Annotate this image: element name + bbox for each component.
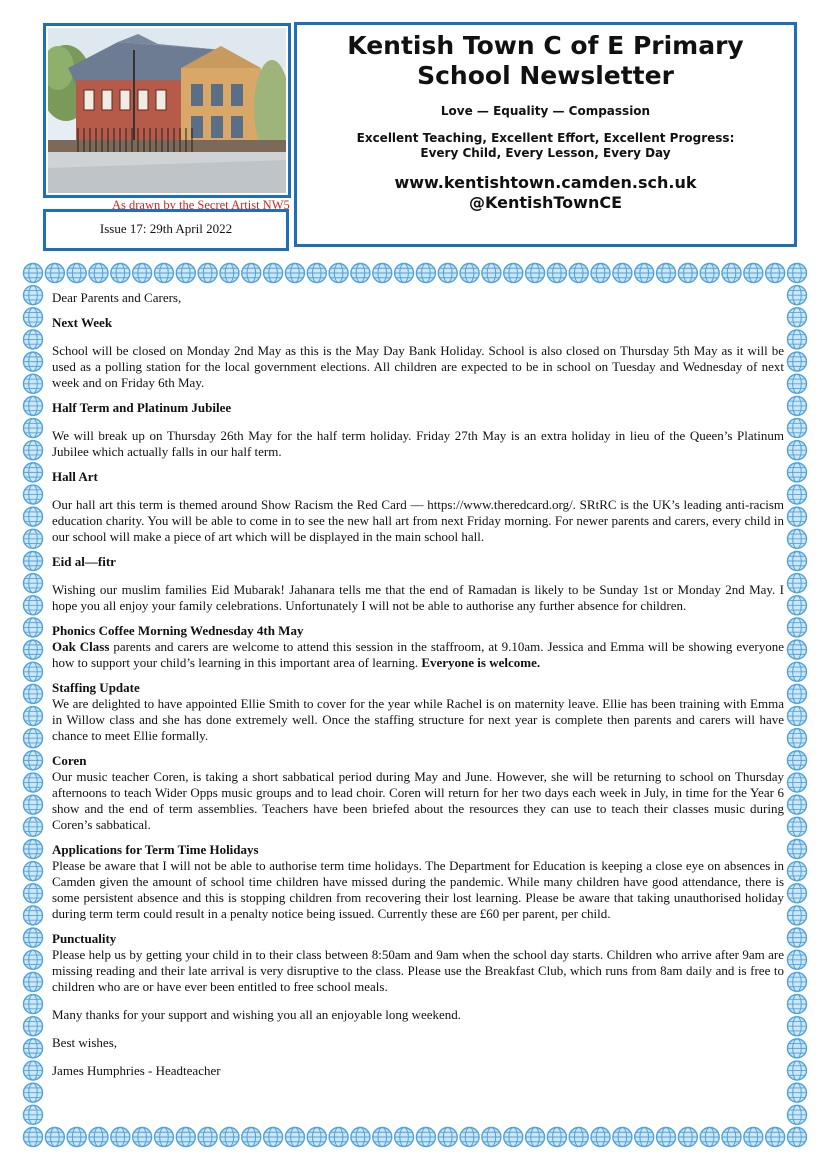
globe-icon	[24, 773, 43, 792]
globe-icon	[395, 264, 414, 283]
heading-eid: Eid al—fitr	[52, 554, 116, 569]
globe-icon	[24, 795, 43, 814]
globe-icon	[788, 441, 807, 460]
globe-icon	[722, 1128, 741, 1147]
heading-half-term: Half Term and Platinum Jubilee	[52, 400, 232, 415]
globe-icon	[788, 374, 807, 393]
globe-icon	[788, 840, 807, 859]
school-motto: Love — Equality — Compassion	[440, 104, 651, 118]
globe-icon	[264, 1128, 283, 1147]
globe-icon	[788, 640, 807, 659]
globe-icon	[24, 751, 43, 770]
globe-icon	[788, 995, 807, 1014]
heading-phonics: Phonics Coffee Morning Wednesday 4th May	[52, 623, 304, 638]
twitter-handle-link[interactable]: @KentishTownCE	[468, 193, 623, 212]
next-week-body: School will be closed on Monday 2nd May as this is the May Day Bank Holiday. School is also closed on Thursday 5th May as it will be used as a polling station for the local government elections. All children are expected to be in school on Tuesday and Wednesday of next week and on Friday 6th May.	[52, 343, 784, 390]
globe-icon	[373, 264, 392, 283]
globe-icon	[788, 684, 807, 703]
heading-next-week: Next Week	[52, 315, 113, 330]
globe-icon	[24, 862, 43, 881]
globe-icon	[526, 264, 545, 283]
contact-links	[297, 173, 794, 213]
globe-icon	[24, 374, 43, 393]
globe-icon	[788, 308, 807, 327]
globe-icon	[24, 1017, 43, 1036]
heading-punctuality: Punctuality	[52, 931, 117, 946]
eid-body: Wishing our muslim families Eid Mubarak! Jahanara tells me that the end of Ramadan is likely to be Sunday 1st or Monday 2nd May. I hope you all enjoy your family celebrations. Unfortunately I will not be able to authorise any further absence for children.	[52, 582, 784, 613]
globe-icon	[285, 264, 304, 283]
tagline-line-1: Excellent Teaching, Excellent Effort, Excellent Progress:	[356, 131, 735, 145]
school-website-link[interactable]: www.kentishtown.camden.sch.uk	[394, 173, 697, 192]
globe-icon	[24, 707, 43, 726]
globe-icon	[788, 751, 807, 770]
thanks: Many thanks for your support and wishing you all an enjoyable long weekend.	[52, 1007, 462, 1022]
phonics-body	[52, 639, 784, 671]
globe-icon	[788, 1017, 807, 1036]
globe-icon	[45, 264, 64, 283]
globe-icon	[438, 1128, 457, 1147]
globe-icon	[24, 840, 43, 859]
newsletter-masthead	[294, 22, 797, 247]
globe-icon	[788, 884, 807, 903]
globe-icon	[788, 729, 807, 748]
staffing-body: We are delighted to have appointed Ellie Smith to cover for the year while Rachel is on maternity leave. Ellie has been training with Emma in Willow class and she has done extremely well. Once the staffing structure for next year is complete then parents and carers will have chance to meet Ellie formally.	[52, 696, 784, 743]
globe-icon	[24, 485, 43, 504]
globe-icon	[264, 264, 283, 283]
globe-icon	[24, 640, 43, 659]
globe-icon	[482, 264, 501, 283]
globe-icon	[329, 1128, 348, 1147]
globe-icon	[788, 1105, 807, 1124]
globe-icon	[788, 286, 807, 305]
globe-icon	[24, 308, 43, 327]
globe-icon	[635, 264, 654, 283]
globe-icon	[766, 1128, 785, 1147]
globe-icon	[613, 264, 632, 283]
globe-icon	[89, 264, 108, 283]
globe-icon	[788, 707, 807, 726]
globe-icon	[24, 1039, 43, 1058]
globe-icon	[373, 1128, 392, 1147]
globe-icon	[24, 950, 43, 969]
globe-icon	[89, 1128, 108, 1147]
globe-icon	[220, 264, 239, 283]
globe-icon	[657, 1128, 676, 1147]
globe-icon	[24, 552, 43, 571]
heading-holidays: Applications for Term Time Holidays	[52, 842, 259, 857]
globe-icon	[438, 264, 457, 283]
globe-icon	[24, 264, 43, 283]
globe-icon	[133, 264, 152, 283]
globe-icon	[504, 264, 523, 283]
globe-icon	[788, 552, 807, 571]
globe-icon	[788, 972, 807, 991]
half-term-body: We will break up on Thursday 26th May for the half term holiday. Friday 27th May is an extra holiday in lieu of the Queen’s Platinum Jubilee which actually falls in our half term.	[52, 428, 784, 459]
globe-icon	[788, 485, 807, 504]
globe-icon	[416, 1128, 435, 1147]
phonics-welcome: Everyone is welcome.	[421, 655, 541, 670]
globe-icon	[24, 972, 43, 991]
globe-icon	[504, 1128, 523, 1147]
school-tagline	[297, 131, 794, 161]
globe-icon	[547, 264, 566, 283]
school-building-illustration	[48, 28, 286, 193]
globe-icon	[24, 352, 43, 371]
globe-icon	[788, 950, 807, 969]
globe-icon	[788, 662, 807, 681]
globe-icon	[24, 928, 43, 947]
globe-icon	[220, 1128, 239, 1147]
globe-icon	[395, 1128, 414, 1147]
globe-icon	[788, 574, 807, 593]
globe-icon	[788, 463, 807, 482]
globe-icon	[24, 529, 43, 548]
globe-icon	[788, 596, 807, 615]
globe-icon	[307, 264, 326, 283]
globe-icon	[569, 1128, 588, 1147]
title-line-1: Kentish Town C of E Primary	[347, 31, 744, 60]
newsletter-title	[297, 31, 794, 91]
globe-icon	[24, 574, 43, 593]
globe-icon	[526, 1128, 545, 1147]
globe-icon	[176, 1128, 195, 1147]
coren-body: Our music teacher Coren, is taking a short sabbatical period during May and June. However, she will be returning to school on Thursday afternoons to teach Wider Opps music groups and to lead choir. Coren will return for her two days each week in July, in time for the Year 6 show and the end of term assemblies. Teachers have been briefed about the resources they can use to teach their classes music during Coren’s sabbatical.	[52, 769, 784, 832]
globe-icon	[700, 264, 719, 283]
globe-icon	[788, 507, 807, 526]
heading-hall-art: Hall Art	[52, 469, 98, 484]
globe-icon	[591, 264, 610, 283]
globe-icon	[154, 264, 173, 283]
globe-icon	[24, 884, 43, 903]
globe-icon	[24, 330, 43, 349]
globe-icon	[242, 1128, 261, 1147]
globe-icon	[788, 352, 807, 371]
globe-icon	[154, 1128, 173, 1147]
greeting: Dear Parents and Carers,	[52, 290, 182, 305]
globe-icon	[24, 995, 43, 1014]
globe-icon	[460, 1128, 479, 1147]
globe-icon	[788, 1083, 807, 1102]
globe-icon	[198, 1128, 217, 1147]
globe-icon	[569, 264, 588, 283]
phonics-oak-class: Oak Class	[52, 639, 110, 654]
globe-icon	[635, 1128, 654, 1147]
globe-icon	[24, 1128, 43, 1147]
globe-icon	[788, 862, 807, 881]
globe-icon	[416, 264, 435, 283]
hall-art-body: Our hall art this term is themed around Show Racism the Red Card — https://www.theredcard.org/. SRtRC is the UK’s leading anti-racism education charity. You will be able to come in to see the new hall art from next Friday morning. For newer parents and carers, every child in our school will make a piece of art which will be displayed in the main school hall.	[52, 497, 784, 544]
globe-icon	[788, 773, 807, 792]
globe-icon	[788, 928, 807, 947]
globe-icon	[176, 264, 195, 283]
globe-icon	[482, 1128, 501, 1147]
globe-icon	[700, 1128, 719, 1147]
globe-icon	[788, 1039, 807, 1058]
globe-icon	[24, 684, 43, 703]
globe-icon	[788, 1128, 807, 1147]
globe-icon	[67, 1128, 86, 1147]
globe-icon	[788, 906, 807, 925]
globe-icon	[24, 596, 43, 615]
globe-icon	[24, 729, 43, 748]
globe-icon	[24, 618, 43, 637]
newsletter-body	[52, 290, 784, 1079]
issue-date: Issue 17: 29th April 2022	[43, 209, 289, 251]
signoff: Best wishes,	[52, 1035, 117, 1050]
globe-icon	[547, 1128, 566, 1147]
globe-icon	[788, 330, 807, 349]
globe-icon	[133, 1128, 152, 1147]
globe-icon	[788, 1061, 807, 1080]
globe-icon	[788, 264, 807, 283]
globe-icon	[744, 264, 763, 283]
globe-icon	[24, 507, 43, 526]
globe-icon	[613, 1128, 632, 1147]
tagline-line-2: Every Child, Every Lesson, Every Day	[420, 146, 671, 160]
globe-icon	[45, 1128, 64, 1147]
globe-icon	[24, 1083, 43, 1102]
globe-icon	[657, 264, 676, 283]
globe-icon	[24, 817, 43, 836]
globe-icon	[460, 264, 479, 283]
globe-icon	[111, 264, 130, 283]
globe-icon	[678, 1128, 697, 1147]
globe-icon	[744, 1128, 763, 1147]
globe-icon	[24, 463, 43, 482]
globe-icon	[285, 1128, 304, 1147]
globe-icon	[24, 419, 43, 438]
globe-icon	[591, 1128, 610, 1147]
globe-icon	[67, 264, 86, 283]
heading-coren: Coren	[52, 753, 87, 768]
school-painting	[43, 23, 291, 212]
photo-caption: As drawn by the Secret Artist NW5	[112, 198, 290, 212]
globe-icon	[788, 618, 807, 637]
globe-icon	[24, 441, 43, 460]
globe-icon	[242, 264, 261, 283]
globe-icon	[24, 662, 43, 681]
globe-icon	[788, 529, 807, 548]
phonics-text: parents and carers are welcome to attend this session in the staffroom, at 9.10am. Jessica and Emma will be showing everyone how to support your child’s learning in this important area of learning.	[52, 639, 784, 670]
globe-icon	[788, 817, 807, 836]
globe-icon	[329, 264, 348, 283]
globe-icon	[24, 396, 43, 415]
globe-icon	[351, 1128, 370, 1147]
punctuality-body: Please help us by getting your child in to their class between 8:50am and 9am when the school day starts. Children who arrive after 9am are missing reading and their late arrival is very disruptive to the class. Please use the Breakfast Club, which runs from 8am daily and is free to children who are or have ever been entitled to free school meals.	[52, 947, 784, 994]
globe-icon	[307, 1128, 326, 1147]
globe-icon	[24, 286, 43, 305]
globe-icon	[788, 419, 807, 438]
globe-icon	[351, 264, 370, 283]
holidays-body: Please be aware that I will not be able to authorise term time holidays. The Department for Education is keeping a close eye on absences in Camden given the amount of school time children have missed during the pandemic. While many children have good attendance, there is some persistent absence and this is stopping children from recovering their lost learning. Please be aware that taking unauthorised holiday during term term could result in a penalty notice being issued. Currently these are £60 per parent, per child.	[52, 858, 784, 921]
globe-icon	[722, 264, 741, 283]
globe-icon	[788, 795, 807, 814]
title-line-2: School Newsletter	[417, 61, 674, 90]
globe-icon	[111, 1128, 130, 1147]
globe-icon	[766, 264, 785, 283]
globe-icon	[24, 1061, 43, 1080]
globe-icon	[198, 264, 217, 283]
globe-icon	[24, 1105, 43, 1124]
heading-staffing: Staffing Update	[52, 680, 140, 695]
globe-icon	[788, 396, 807, 415]
globe-icon	[24, 906, 43, 925]
signature: James Humphries - Headteacher	[52, 1063, 221, 1078]
globe-icon	[678, 264, 697, 283]
